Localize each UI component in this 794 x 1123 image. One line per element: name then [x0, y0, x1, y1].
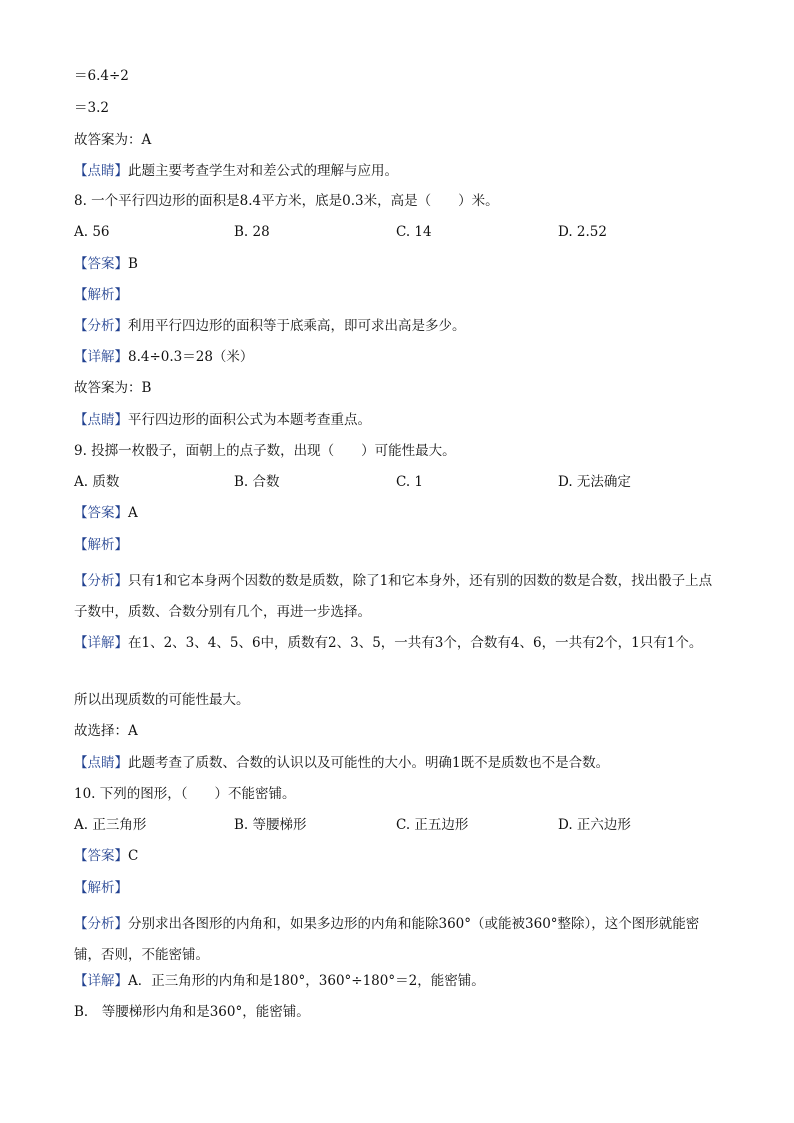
q10-jiexi: 【解析】: [74, 880, 128, 896]
analysis-tag: 【分析】: [74, 573, 128, 589]
q9-conclusion: 故选择：A: [74, 723, 138, 739]
prev-comment: [74, 161, 724, 181]
q10-analysis: [74, 909, 724, 971]
q10-option-c: C. 正五边形: [396, 817, 469, 833]
q10-options: [74, 815, 724, 835]
calc-line-1: ＝6.4÷2: [74, 68, 129, 84]
detail-text: 8.4÷0.3＝28（米）: [128, 349, 254, 365]
comment-tag: 【点睛】: [74, 163, 128, 179]
q9-option-b: B. 合数: [234, 474, 280, 490]
q8-conclusion: 故答案为：B: [74, 380, 152, 396]
q9-options: [74, 472, 724, 492]
q8-option-c: C. 14: [396, 224, 432, 240]
answer-text: A: [128, 505, 138, 521]
detail-tag: 【详解】: [74, 973, 128, 989]
detail-text: A．正三角形的内角和是180°，360°÷180°＝2，能密铺。: [128, 973, 485, 989]
comment-tag: 【点睛】: [74, 412, 128, 428]
q8-detail: [74, 347, 724, 367]
q9-analysis: [74, 566, 724, 628]
calc-line-2: ＝3.2: [74, 100, 109, 116]
q9-jiexi: 【解析】: [74, 537, 128, 553]
q8-option-a: A. 56: [74, 224, 110, 240]
q9-option-d: D. 无法确定: [558, 474, 631, 490]
detail-tag: 【详解】: [74, 349, 128, 365]
q10-stem: 10. 下列的图形，（ ）不能密铺。: [74, 786, 296, 802]
answer-tag: 【答案】: [74, 848, 128, 864]
q9-answer: [74, 503, 724, 523]
q10-option-a: A. 正三角形: [74, 817, 147, 833]
q8-comment: [74, 410, 724, 430]
q8-stem: 8. 一个平行四边形的面积是8.4平方米，底是0.3米，高是（ ）米。: [74, 193, 499, 209]
q8-answer: [74, 254, 724, 274]
q9-reason: 所以出现质数的可能性最大。: [74, 692, 250, 708]
q8-analysis: [74, 316, 724, 336]
q9-stem: 9. 投掷一枚骰子，面朝上的点子数，出现（ ）可能性最大。: [74, 443, 456, 459]
detail-text: 在1、2、3、4、5、6中，质数有2、3、5，一共有3个，合数有4、6，一共有2个，1只有1个。: [128, 635, 703, 651]
q8-option-b: B. 28: [234, 224, 270, 240]
q10-answer: [74, 846, 724, 866]
q9-option-c: C. 1: [396, 474, 424, 490]
analysis-tag: 【分析】: [74, 916, 128, 932]
q10-option-d: D. 正六边形: [558, 817, 631, 833]
q10-option-b: B. 等腰梯形: [234, 817, 307, 833]
q10-detail-b: B． 等腰梯形内角和是360°，能密铺。: [74, 1004, 310, 1020]
analysis-text: 利用平行四边形的面积等于底乘高，即可求出高是多少。: [128, 318, 466, 334]
q9-detail: [74, 628, 724, 659]
q8-option-d: D. 2.52: [558, 224, 607, 240]
q10-detail: [74, 971, 724, 991]
comment-text: 平行四边形的面积公式为本题考查重点。: [128, 412, 371, 428]
q8-jiexi: 【解析】: [74, 287, 128, 303]
comment-text: 此题主要考查学生对和差公式的理解与应用。: [128, 163, 398, 179]
detail-tag: 【详解】: [74, 635, 128, 651]
analysis-text: 分别求出各图形的内角和，如果多边形的内角和能除360°（或能被360°整除），这个图形就能密铺，否则，不能密铺。: [74, 916, 700, 963]
q9-option-a: A. 质数: [74, 474, 120, 490]
answer-text: B: [128, 256, 138, 272]
comment-text: 此题考查了质数、合数的认识以及可能性的大小。明确1既不是质数也不是合数。: [128, 755, 610, 771]
q9-comment: [74, 753, 724, 773]
answer-tag: 【答案】: [74, 505, 128, 521]
answer-tag: 【答案】: [74, 256, 128, 272]
prev-conclusion: 故答案为：A: [74, 132, 152, 148]
answer-text: C: [128, 848, 139, 864]
comment-tag: 【点睛】: [74, 755, 128, 771]
analysis-text: 只有1和它本身两个因数的数是质数，除了1和它本身外，还有别的因数的数是合数，找出骰子上点子数中，质数、合数分别有几个，再进一步选择。: [74, 573, 713, 620]
q8-options: [74, 222, 724, 242]
analysis-tag: 【分析】: [74, 318, 128, 334]
